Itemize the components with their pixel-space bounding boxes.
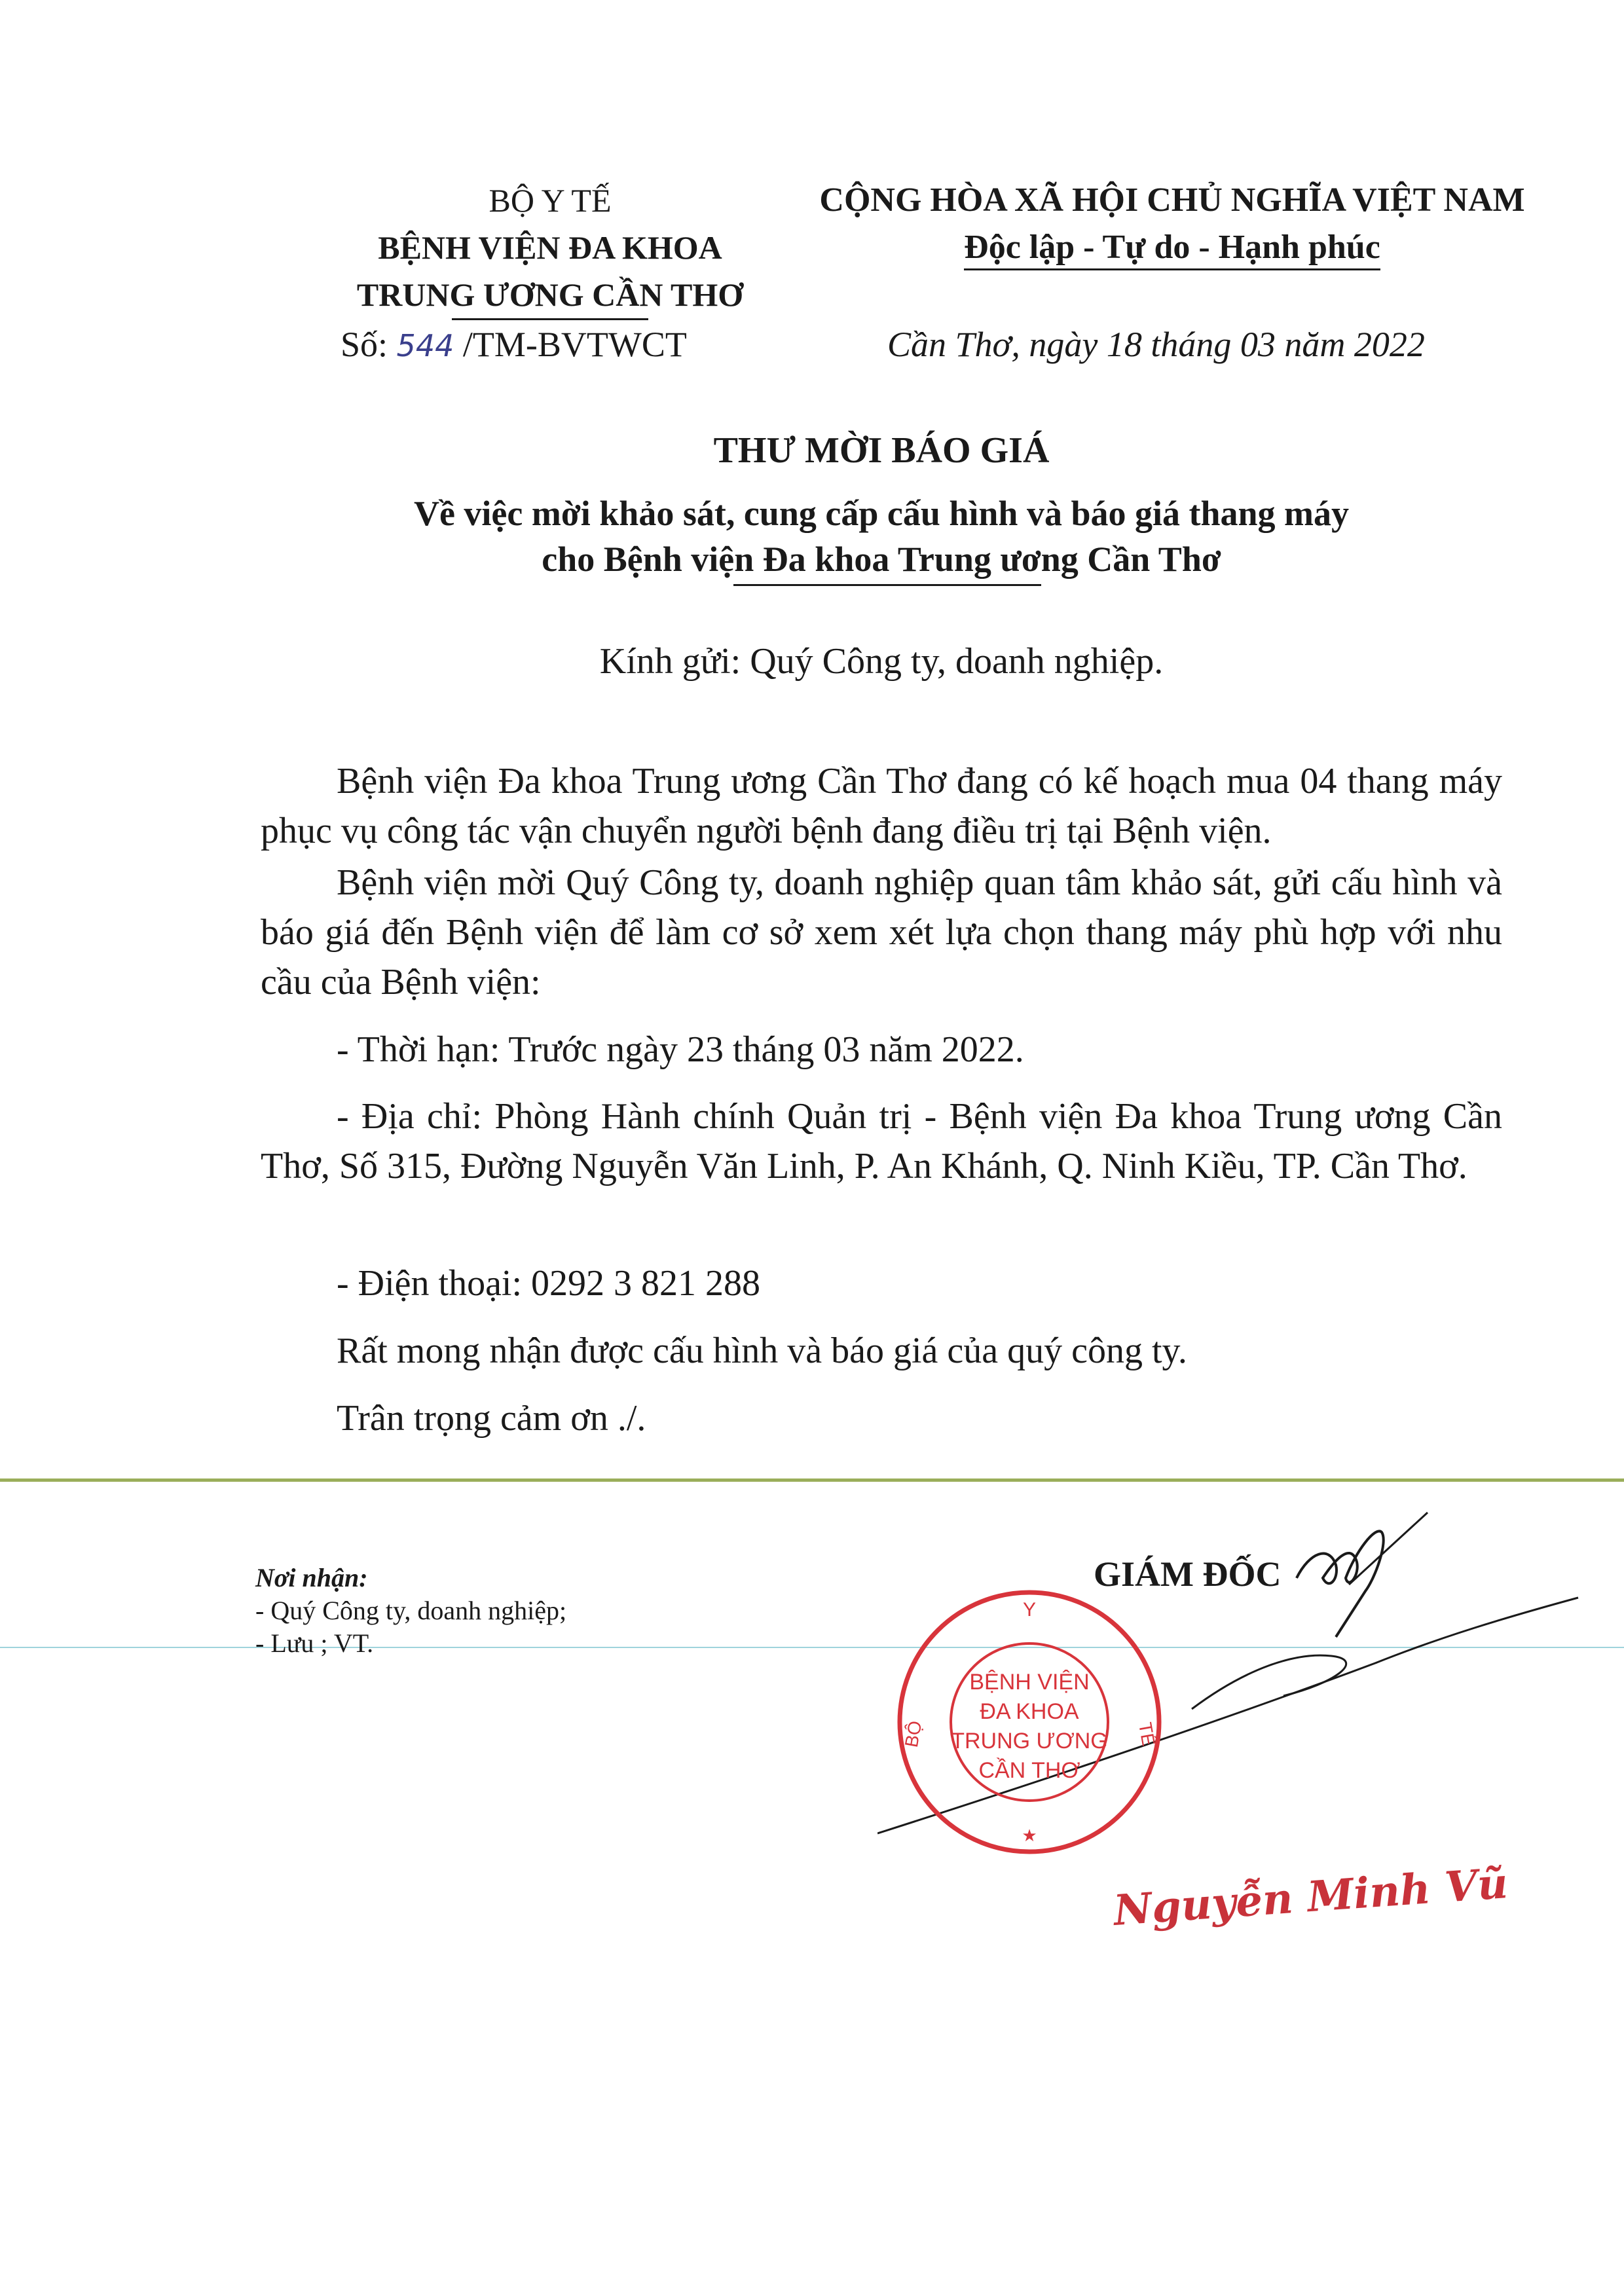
subject-line2: cho Bệnh viện Đa khoa Trung ương Cần Thơ: [542, 540, 1221, 579]
salutation: Kính gửi: Quý Công ty, doanh nghiệp.: [599, 641, 1164, 682]
closing-line1: Rất mong nhận được cấu hình và báo giá của quý công ty.: [337, 1331, 1187, 1371]
svg-text:BỘ: BỘ: [900, 1719, 926, 1749]
svg-text:ĐA KHOA: ĐA KHOA: [980, 1699, 1079, 1724]
hospital-seal: [892, 1585, 1167, 1860]
fold-line: [0, 1478, 1624, 1482]
place-date: Cần Thơ, ngày 18 tháng 03 năm 2022: [887, 325, 1425, 364]
document-number: Số: 544 /TM-BVTWCT: [341, 325, 687, 364]
svg-text:TRUNG ƯƠNG: TRUNG ƯƠNG: [951, 1729, 1108, 1753]
svg-text:CẦN THƠ: CẦN THƠ: [978, 1758, 1080, 1783]
issuer-header: [288, 177, 812, 320]
signer-position: GIÁM ĐỐC: [1094, 1554, 1282, 1594]
national-title: CỘNG HÒA XÃ HỘI CHỦ NGHĨA VIỆT NAM: [819, 181, 1525, 219]
handwritten-number: 544: [396, 328, 454, 363]
hospital-name-line1: BỆNH VIỆN ĐA KHOA: [378, 229, 722, 266]
svg-text:BỆNH VIỆN: BỆNH VIỆN: [969, 1670, 1090, 1695]
ministry-name: BỘ Y TẾ: [489, 182, 612, 219]
national-header: [766, 177, 1578, 271]
closing-line2: Trân trọng cảm ơn ./.: [337, 1398, 646, 1439]
body-paragraph-2: Bệnh viện mời Quý Công ty, doanh nghiệp quan tâm khảo sát, gửi cấu hình và báo giá đến Bệnh viện để làm cơ sở xem xét lựa chọn thang máy phù hợp với nhu cầu của Bệnh viện:: [261, 862, 1502, 1002]
recipient-item: - Quý Công ty, doanh nghiệp;: [255, 1596, 567, 1625]
signer-name: Nguyễn Minh Vũ: [1112, 1859, 1510, 1936]
phone-item: - Điện thoại: 0292 3 821 288: [337, 1263, 761, 1304]
document-title: THƯ MỜI BÁO GIÁ: [713, 430, 1050, 471]
svg-text:★: ★: [1022, 1826, 1037, 1846]
body-paragraph-1: Bệnh viện Đa khoa Trung ương Cần Thơ đang có kế hoạch mua 04 thang máy phục vụ công tác vận chuyển người bệnh đang điều trị tại Bệnh viện.: [261, 761, 1502, 851]
svg-text:TẾ: TẾ: [1134, 1721, 1159, 1748]
recipients-block: [255, 1562, 566, 1660]
hospital-name-line2: TRUNG ƯƠNG CẦN THƠ: [356, 276, 744, 313]
subject-line1: Về việc mời khảo sát, cung cấp cấu hình và báo giá thang máy: [413, 494, 1350, 533]
recipients-heading: Nơi nhận:: [255, 1563, 368, 1592]
svg-text:Y: Y: [1022, 1599, 1037, 1621]
deadline-item: - Thời hạn: Trước ngày 23 tháng 03 năm 2022.: [337, 1029, 1024, 1070]
motto: Độc lập - Tự do - Hạnh phúc: [766, 224, 1578, 271]
address-item: - Địa chỉ: Phòng Hành chính Quản trị - Bệnh viện Đa khoa Trung ương Cần Thơ, Số 315, Đường Nguyễn Văn Linh, P. An Khánh, Q. Ninh Kiều, TP. Cần Thơ.: [261, 1096, 1502, 1186]
title-underline: [733, 584, 1041, 586]
recipient-item: - Lưu ; VT.: [255, 1628, 374, 1658]
issuer-underline: [452, 318, 648, 320]
